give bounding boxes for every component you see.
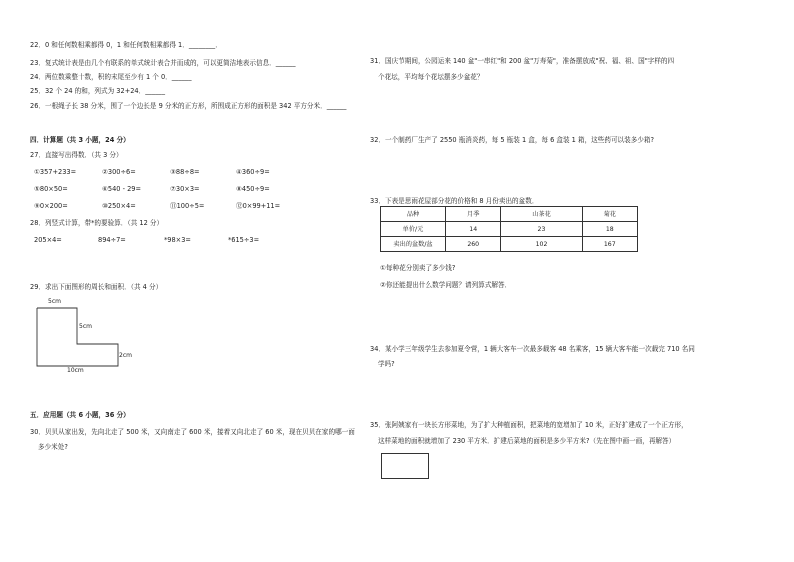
question-23: 23．复式统计表是由几个有联系的单式统计表合并而成的，可以更简洁地表示信息．______ [30, 59, 296, 67]
q27-item: ④360÷9= [236, 168, 270, 176]
table-header-cell: 山茶花 [501, 207, 582, 222]
fig-label-bottom: 10cm [67, 367, 84, 374]
q27-item: ⑨0×200= [34, 202, 68, 210]
table-cell: 167 [582, 237, 637, 252]
question-35-line-2: 这样菜地的面积就增加了 230 平方米．扩建后菜地的面积是多少平方米?（先在图中画一画，再解答） [378, 437, 676, 445]
table-header-cell: 菊花 [582, 207, 637, 222]
question-30-line-1: 30．贝贝从家出发，先向北走了 500 米，又向南走了 600 米，接着又向北走了 60 米，现在贝贝在家的哪一面 [30, 428, 355, 436]
q27-item: ②300÷6= [102, 168, 136, 176]
question-33-sub-2: ②你还能提出什么数学问题？请列算式解答． [380, 281, 512, 289]
q27-item: ⑦30×3= [170, 185, 200, 193]
question-33: 33．下表是思雨花屋部分花的价格和 8 月份卖出的盆数． [370, 197, 539, 205]
fig-label-top: 5cm [48, 298, 61, 305]
table-header-cell: 月季 [446, 207, 501, 222]
table-cell: 23 [501, 222, 582, 237]
q27-item: ③88÷8= [170, 168, 200, 176]
question-34-line-2: 学吗? [378, 360, 395, 368]
q28-item: 894÷7= [98, 236, 126, 244]
q27-item: ⑧450÷9= [236, 185, 270, 193]
q27-item: ⑪100÷5= [170, 202, 205, 210]
question-34-line-1: 34．某小学三年级学生去参加夏令营，1 辆大客车一次最多载客 48 名乘客，15 辆大客车能一次载完 710 名同 [370, 345, 695, 353]
q27-item: ⑩250×4= [102, 202, 136, 210]
question-25: 25．32 个 24 的和，列式为 32+24．______ [30, 87, 165, 95]
flower-price-table [380, 206, 638, 252]
l-shape-figure [34, 300, 134, 374]
question-22: 22．0 和任何数相乘都得 0，1 和任何数相乘都得 1．________． [30, 41, 222, 49]
q28-item: *98×3= [164, 236, 191, 244]
table-cell: 卖出的盆数/盆 [381, 237, 446, 252]
table-cell: 102 [501, 237, 582, 252]
question-29: 29．求出下面图形的周长和面积．（共 4 分） [30, 283, 163, 291]
section-5-heading: 五．应用题（共 6 小题，36 分） [30, 411, 130, 419]
q27-item: ①357+233= [34, 168, 77, 176]
table-header-row [381, 207, 638, 222]
table-cell: 18 [582, 222, 637, 237]
section-4-heading: 四．计算题（共 3 小题，24 分） [30, 136, 130, 144]
question-26: 26．一根绳子长 38 分米，围了一个边长是 9 分米的正方形，所围成正方形的面积是 342 平方分米．______ [30, 102, 347, 110]
table-header-cell: 品种 [381, 207, 446, 222]
question-31-line-1: 31．国庆节期间，公园运来 140 盆"一串红"和 200 盆"万寿菊"，准备摆放成"祝、福、祖、国"字样的四 [370, 57, 675, 65]
table-cell: 260 [446, 237, 501, 252]
vegetable-plot-rectangle[interactable] [381, 453, 429, 479]
question-30-line-2: 多少米处? [38, 443, 68, 451]
question-32: 32．一个制药厂生产了 2550 瓶消炎药，每 5 瓶装 1 盒，每 6 盒装 1 箱，这些药可以装多少箱? [370, 136, 655, 144]
question-31-line-2: 个花坛，平均每个花坛摆多少盆花？ [378, 73, 484, 81]
q27-item: ⑥540 - 29= [102, 185, 141, 193]
question-27: 27．直接写出得数．（共 3 分） [30, 151, 123, 159]
question-35-line-1: 35．张阿姨家有一块长方形菜地，为了扩大种植面积，把菜地的宽增加了 10 米，正好扩建成了一个正方形， [370, 421, 688, 429]
table-row [381, 222, 638, 237]
table-row [381, 237, 638, 252]
q27-item: ⑫0×99+11= [236, 202, 281, 210]
q27-item: ⑤80×50= [34, 185, 68, 193]
fig-label-mid: 5cm [79, 323, 92, 330]
q28-item: *615÷3= [228, 236, 260, 244]
question-28: 28．列竖式计算，带*的要验算．（共 12 分） [30, 219, 164, 227]
q28-item: 205×4= [34, 236, 62, 244]
question-24: 24．两位数乘整十数，积的末尾至少有 1 个 0．______ [30, 73, 192, 81]
question-33-sub-1: ①每种花分别卖了多少钱? [380, 264, 456, 272]
table-cell: 14 [446, 222, 501, 237]
table-cell: 单价/元 [381, 222, 446, 237]
fig-label-right: 2cm [119, 352, 132, 359]
